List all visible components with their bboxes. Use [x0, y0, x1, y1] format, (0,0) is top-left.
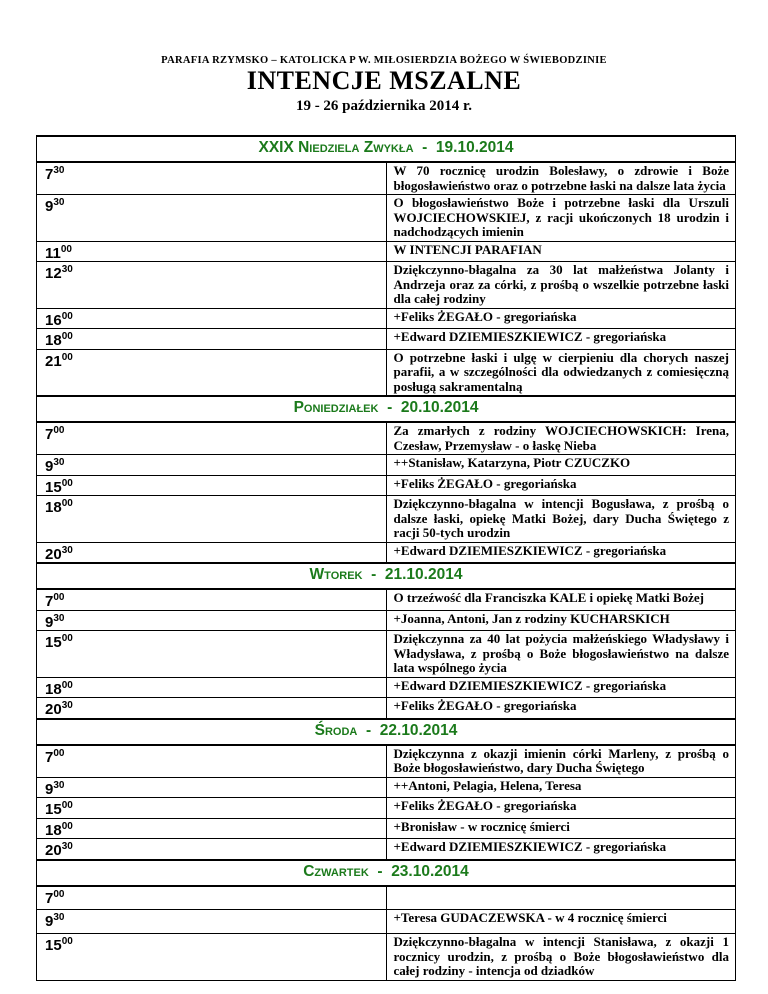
mass-hour: 18	[45, 499, 62, 516]
intention-text	[386, 886, 736, 910]
intention-text: +Edward DZIEMIESZKIEWICZ - gregoriańska	[386, 677, 736, 698]
mass-minute: 30	[61, 841, 73, 852]
mass-time	[37, 308, 387, 329]
intention-row	[37, 934, 736, 981]
intention-text: +Edward DZIEMIESZKIEWICZ - gregoriańska	[386, 329, 736, 350]
mass-minute: 00	[61, 310, 73, 322]
mass-minute: 30	[61, 700, 73, 711]
mass-hour: 11	[45, 244, 61, 262]
day-header	[37, 719, 736, 745]
intention-row	[37, 195, 736, 242]
mass-minute: 00	[53, 747, 65, 759]
mass-hour: 15	[45, 478, 62, 496]
intention-row	[37, 886, 736, 910]
intention-text: W INTENCJI PARAFIAN	[386, 241, 736, 262]
intention-text: +Feliks ŻEGAŁO - gregoriańska	[386, 475, 736, 496]
mass-minute: 00	[61, 936, 73, 947]
intention-row	[37, 677, 736, 698]
intention-text: Dziękczynna z okazji imienin córki Marleny, z prośbą o Boże błogosławieństwo, dary Ducha Świętego	[386, 745, 736, 778]
mass-hour: 7	[45, 166, 54, 183]
intention-text: ++Stanisław, Katarzyna, Piotr CZUCZKO	[386, 455, 736, 476]
mass-minute: 00	[61, 679, 73, 691]
mass-minute: 00	[53, 425, 65, 436]
mass-time	[37, 698, 387, 719]
mass-time-text	[45, 746, 386, 766]
mass-minute: 30	[53, 165, 65, 176]
mass-time-text	[45, 934, 386, 954]
mass-minute: 30	[61, 264, 73, 275]
day-date: 22.10.2014	[379, 721, 458, 739]
intention-text: +Teresa GUDACZEWSKA - w 4 rocznicę śmierci	[386, 910, 736, 934]
mass-hour: 9	[45, 913, 54, 930]
mass-time	[37, 677, 387, 698]
mass-minute: 30	[53, 912, 65, 923]
mass-minute: 00	[61, 820, 73, 832]
intention-row	[37, 839, 736, 860]
day-header-cell	[37, 563, 736, 589]
mass-minute: 00	[61, 351, 73, 363]
mass-time	[37, 886, 387, 910]
intention-text: O potrzebne łaski i ulgę w cierpieniu dla chorych naszej parafii, a w szczególności dla odwiedzanych z comiesięczną posługą sakramentalną	[386, 349, 736, 396]
intention-text: W 70 rocznicę urodzin Bolesławy, o zdrowie i Boże błogosławieństwo oraz o potrzebne łaski na dalsze lata życia	[386, 162, 736, 195]
mass-time-text	[45, 329, 386, 349]
intention-row	[37, 241, 736, 262]
mass-minute: 30	[53, 197, 65, 208]
mass-time	[37, 329, 387, 350]
day-name: Środa	[314, 721, 358, 739]
mass-hour: 21	[45, 352, 62, 370]
intention-text: +Feliks ŻEGAŁO - gregoriańska	[386, 698, 736, 719]
mass-hour: 18	[45, 332, 62, 349]
day-header-cell	[37, 136, 736, 162]
mass-time-text	[45, 910, 386, 930]
intention-text: +Edward DZIEMIESZKIEWICZ - gregoriańska	[386, 839, 736, 860]
intention-text: Dziękczynno-błagalna za 30 lat małżeństwa Jolanty i Andrzeja oraz za córki, z prośbą o wszelkie potrzebne łaski dla całej rodziny	[386, 262, 736, 309]
mass-minute: 30	[53, 457, 65, 468]
intention-row	[37, 745, 736, 778]
mass-minute: 30	[53, 612, 65, 624]
mass-time-text	[45, 309, 386, 329]
day-header	[37, 396, 736, 422]
mass-time-text	[45, 678, 386, 698]
intention-row	[37, 542, 736, 563]
mass-time	[37, 195, 387, 242]
mass-time-text	[45, 798, 386, 818]
intention-text: Dziękczynno-błagalna w intencji Bogusława, z prośbą o dalsze łaski, opiekę Matki Bożej, dary Ducha Świętego z racji 50-tych urodzin	[386, 496, 736, 543]
intention-text: +Joanna, Antoni, Jan z rodziny KUCHARSKICH	[386, 610, 736, 631]
intention-row	[37, 308, 736, 329]
mass-time-text	[45, 423, 386, 443]
day-header-cell	[37, 396, 736, 422]
mass-time-text	[45, 476, 386, 496]
mass-hour: 18	[45, 821, 62, 839]
day-separator: -	[368, 862, 392, 880]
mass-hour: 15	[45, 634, 62, 651]
mass-minute: 00	[53, 888, 65, 900]
day-separator: -	[357, 721, 380, 739]
intention-text: Za zmarłych z rodziny WOJCIECHOWSKICH: Irena, Czesław, Przemysław - o łaskę Nieba	[386, 422, 736, 455]
intention-row	[37, 329, 736, 350]
mass-time-text	[45, 455, 386, 475]
mass-hour: 7	[45, 748, 54, 766]
mass-time	[37, 934, 387, 981]
mass-time-text	[45, 496, 386, 516]
mass-minute: 30	[61, 544, 73, 556]
intention-row	[37, 496, 736, 543]
intention-row	[37, 455, 736, 476]
day-separator: -	[413, 139, 436, 156]
intention-row	[37, 818, 736, 839]
day-header	[37, 563, 736, 589]
mass-time-text	[45, 611, 386, 631]
day-date: 20.10.2014	[400, 399, 479, 416]
mass-hour: 7	[45, 426, 54, 443]
mass-time-text	[45, 350, 386, 370]
mass-hour: 7	[45, 593, 54, 610]
mass-minute: 00	[61, 498, 73, 509]
mass-hour: 9	[45, 780, 54, 798]
mass-time	[37, 162, 387, 195]
mass-time-text	[45, 698, 386, 718]
mass-hour: 20	[45, 545, 62, 563]
mass-time-text	[45, 839, 386, 859]
mass-hour: 9	[45, 458, 54, 475]
mass-time-text	[45, 631, 386, 651]
mass-hour: 9	[45, 613, 54, 631]
date-range: 19 - 26 października 2014 r.	[295, 98, 473, 114]
mass-minute: 00	[53, 592, 65, 603]
mass-hour: 16	[45, 311, 62, 329]
mass-time-text	[45, 242, 386, 262]
mass-time	[37, 542, 387, 563]
mass-time	[37, 589, 387, 610]
parish-name: PARAFIA RZYMSKO – KATOLICKA P W. MIŁOSIERDZIA BOŻEGO W ŚWIEBODZINIE	[161, 55, 607, 66]
page-title: INTENCJE MSZALNE	[246, 66, 522, 95]
mass-time	[37, 262, 387, 309]
mass-minute: 00	[61, 633, 73, 644]
mass-hour: 9	[45, 198, 54, 215]
day-name: Czwartek	[303, 862, 369, 880]
intention-text: ++Antoni, Pelagia, Helena, Teresa	[386, 777, 736, 798]
mass-time	[37, 777, 387, 798]
intention-text: O trzeźwość dla Franciszka KALE i opiekę Matki Bożej	[386, 589, 736, 610]
intention-row	[37, 422, 736, 455]
mass-time-text	[45, 887, 386, 907]
mass-hour: 15	[45, 801, 62, 818]
day-separator: -	[362, 566, 385, 583]
intention-text: Dziękczynno-błagalna w intencji Stanisława, z okazji 1 rocznicy urodzin, z prośbą o Boże błogosławieństwo dla całej rodziny - intencja od dziadków	[386, 934, 736, 981]
mass-time	[37, 422, 387, 455]
intention-row	[37, 162, 736, 195]
day-name: Poniedziałek	[293, 399, 379, 416]
mass-time	[37, 910, 387, 934]
mass-time	[37, 798, 387, 819]
mass-minute: 00	[61, 800, 73, 811]
mass-time-text	[45, 819, 386, 839]
day-name: Wtorek	[309, 566, 363, 583]
mass-time-text	[45, 590, 386, 610]
mass-time	[37, 475, 387, 496]
mass-time	[37, 241, 387, 262]
mass-time-text	[45, 195, 386, 215]
intention-row	[37, 777, 736, 798]
mass-minute: 00	[61, 331, 73, 342]
mass-time	[37, 631, 387, 678]
mass-time	[37, 496, 387, 543]
day-header-cell	[37, 719, 736, 745]
mass-hour: 18	[45, 680, 62, 698]
intention-row	[37, 631, 736, 678]
mass-time	[37, 818, 387, 839]
day-date: 21.10.2014	[384, 566, 463, 583]
intention-text: Dziękczynna za 40 lat pożycia małżeńskiego Władysławy i Władysława, z prośbą o Boże błogosławieństwo na dalsze lata wspólnego życia	[386, 631, 736, 678]
mass-time-text	[45, 543, 386, 563]
intention-row	[37, 589, 736, 610]
day-separator: -	[378, 399, 401, 416]
mass-time	[37, 455, 387, 476]
day-date: 19.10.2014	[435, 139, 514, 156]
day-date: 23.10.2014	[391, 862, 469, 880]
day-header	[37, 860, 736, 886]
mass-hour: 20	[45, 701, 62, 718]
intention-text: O błogosławieństwo Boże i potrzebne łaski dla Urszuli WOJCIECHOWSKIEJ, z racji ukończonych 18 urodzin i nadchodzących imienin	[386, 195, 736, 242]
intention-text: +Feliks ŻEGAŁO - gregoriańska	[386, 308, 736, 329]
intention-row	[37, 262, 736, 309]
day-header-cell	[37, 860, 736, 886]
intention-text: +Edward DZIEMIESZKIEWICZ - gregoriańska	[386, 542, 736, 563]
mass-time	[37, 610, 387, 631]
mass-minute: 30	[53, 779, 65, 791]
mass-time-text	[45, 262, 386, 282]
day-name: XXIX Niedziela Zwykła	[258, 139, 414, 156]
mass-intentions-table	[36, 135, 736, 981]
intention-row	[37, 798, 736, 819]
intention-text: +Feliks ŻEGAŁO - gregoriańska	[386, 798, 736, 819]
mass-hour: 20	[45, 842, 62, 859]
mass-time-text	[45, 778, 386, 798]
intention-row	[37, 475, 736, 496]
day-header	[37, 136, 736, 162]
mass-hour: 7	[45, 889, 54, 907]
intention-row	[37, 910, 736, 934]
intention-row	[37, 349, 736, 396]
mass-minute: 00	[60, 243, 72, 255]
mass-time-text	[45, 163, 386, 183]
mass-time	[37, 839, 387, 860]
intention-text: +Bronisław - w rocznicę śmierci	[386, 818, 736, 839]
mass-time	[37, 745, 387, 778]
mass-minute: 00	[61, 477, 73, 489]
intention-row	[37, 698, 736, 719]
mass-hour: 12	[45, 265, 62, 282]
mass-hour: 15	[45, 937, 62, 954]
mass-time	[37, 349, 387, 396]
intention-row	[37, 610, 736, 631]
